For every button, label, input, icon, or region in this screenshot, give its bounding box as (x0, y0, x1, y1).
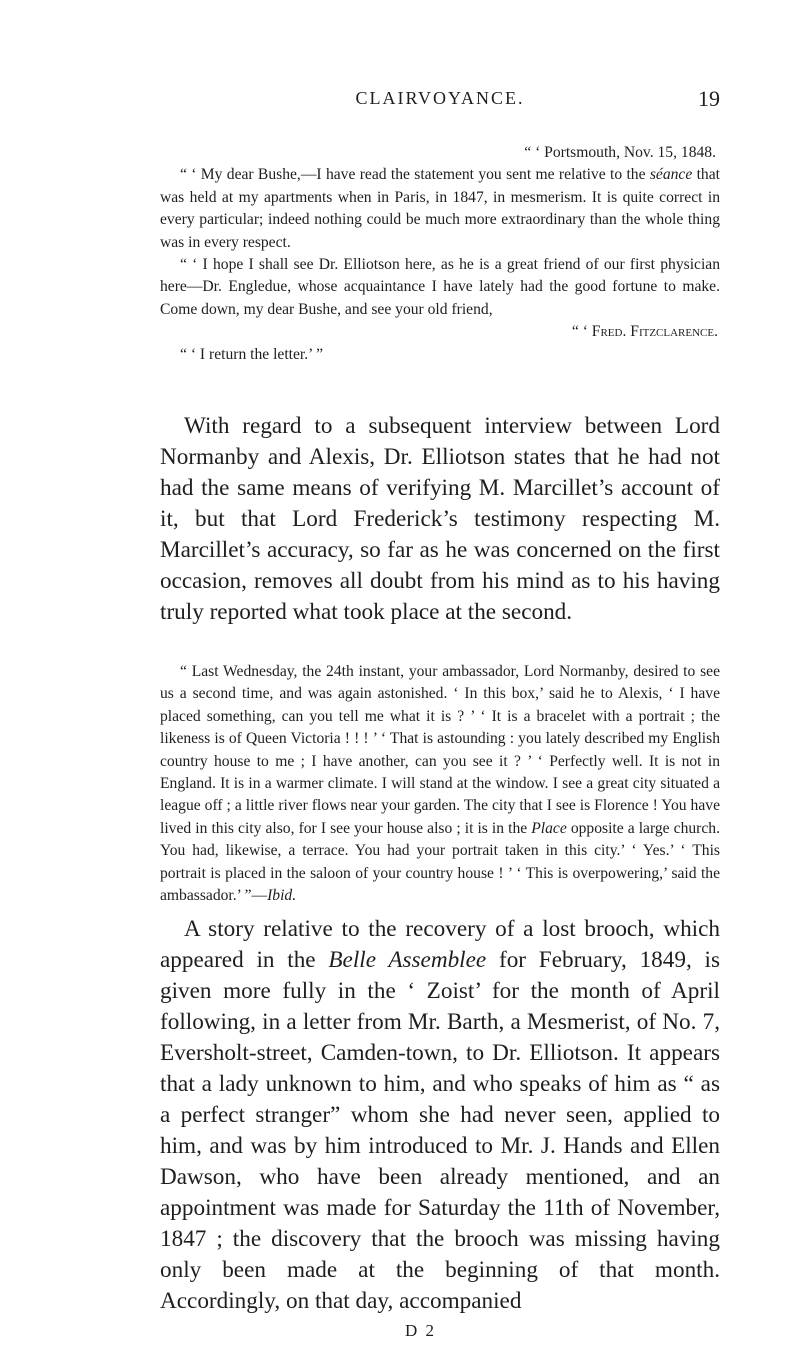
letter-paragraph-2: “ ‘ I hope I shall see Dr. Elliotson here, as he is a great friend of our first physician here—Dr. Engledue, whose acquaintance I have lately had the good fortune to make. Come down, my dear Bushe, and see your old friend, (160, 256, 720, 318)
quote-block (160, 661, 720, 907)
seance-word: séance (649, 166, 693, 184)
letter-paragraph-1: “ ‘ My dear Bushe,—I have read the statement you sent me relative to the séance that was held at my apartments when in Paris, in 1847, in mesmerism. It is quite correct in every particular; indeed nothing could be much more extraordinary than the whole thing was in every respect. (160, 166, 720, 251)
place-word: Place (531, 819, 567, 837)
body-paragraph-2-text: A story relative to the recovery of a lost brooch, which appeared in the Belle Assemblee for February, 1849, is given more fully in the ‘ Zoist’ for the month of April following, in a letter from Mr. Barth, a Mesmerist, of No. 7, Eversholt-street, Camden-town, to Dr. Elliotson. It appears that a lady unknown to him, and who speaks of him as “ as a perfect stranger” whom she had never seen, applied to him, and was by him introduced to Mr. J. Hands and Ellen Dawson, who have been already mentioned, and an appointment was made for Saturday the 11th of November, 1847 ; the discovery that the brooch was missing having only been made at the beginning of that month. Accordingly, on that day, accompanied (160, 916, 720, 1314)
running-head-title: CLAIRVOYANCE. (355, 88, 525, 108)
running-head (160, 88, 720, 112)
letter-postscript: “ ‘ I return the letter.’ ” (180, 345, 324, 363)
letter-dateline: “ ‘ Portsmouth, Nov. 15, 1848. (524, 144, 716, 161)
belle-assemblee-title: Belle Assemblee (328, 947, 487, 973)
letter-block (160, 142, 720, 366)
letter-signature: “ ‘ Fred. Fitzclarence. (571, 323, 718, 341)
quote-paragraph: “ Last Wednesday, the 24th instant, your ambassador, Lord Normanby, desired to see us a second time, and was again astonished. ‘ In this box,’ said he to Alexis, ‘ I have placed something, can you tell me what it is ? ’ ‘ It is a bracelet with a portrait ; the likeness is of Queen Victoria ! ! ! ’ ‘ That is astounding : you lately described my English country house to me ; I have another, can you see it ? ’ ‘ Perfectly well. It is not in England. It is in a warmer climate. I will stand at the window. I see a great city situated a league off ; a little river flows near your garden. The city that I see is Florence ! You have lived in this city also, for I see your house also ; it is in the Place opposite a large church. You had, likewise, a terrace. You had your portrait taken in this city.’ ‘ Yes.’ ‘ This portrait is placed in the saloon of your country house ! ’ ‘ This is overpowering,’ said the ambassador.’ ”—Ibid. (160, 663, 720, 905)
body-paragraph-2 (160, 914, 720, 1317)
body-paragraph-1-text: With regard to a subsequent interview between Lord Normanby and Alexis, Dr. Elliotson states that he had not had the same means of verifying M. Marcillet’s account of it, but that Lord Frederick’s testimony respecting M. Marcillet’s accuracy, so far as he was concerned on the first occasion, removes all doubt from his mind as to his having truly reported what took place at the second. (160, 413, 720, 625)
ibid-word: Ibid. (267, 887, 297, 905)
body-paragraph-1 (160, 411, 720, 628)
signature-mark: D 2 (405, 1321, 437, 1340)
page-number: 19 (698, 86, 720, 111)
